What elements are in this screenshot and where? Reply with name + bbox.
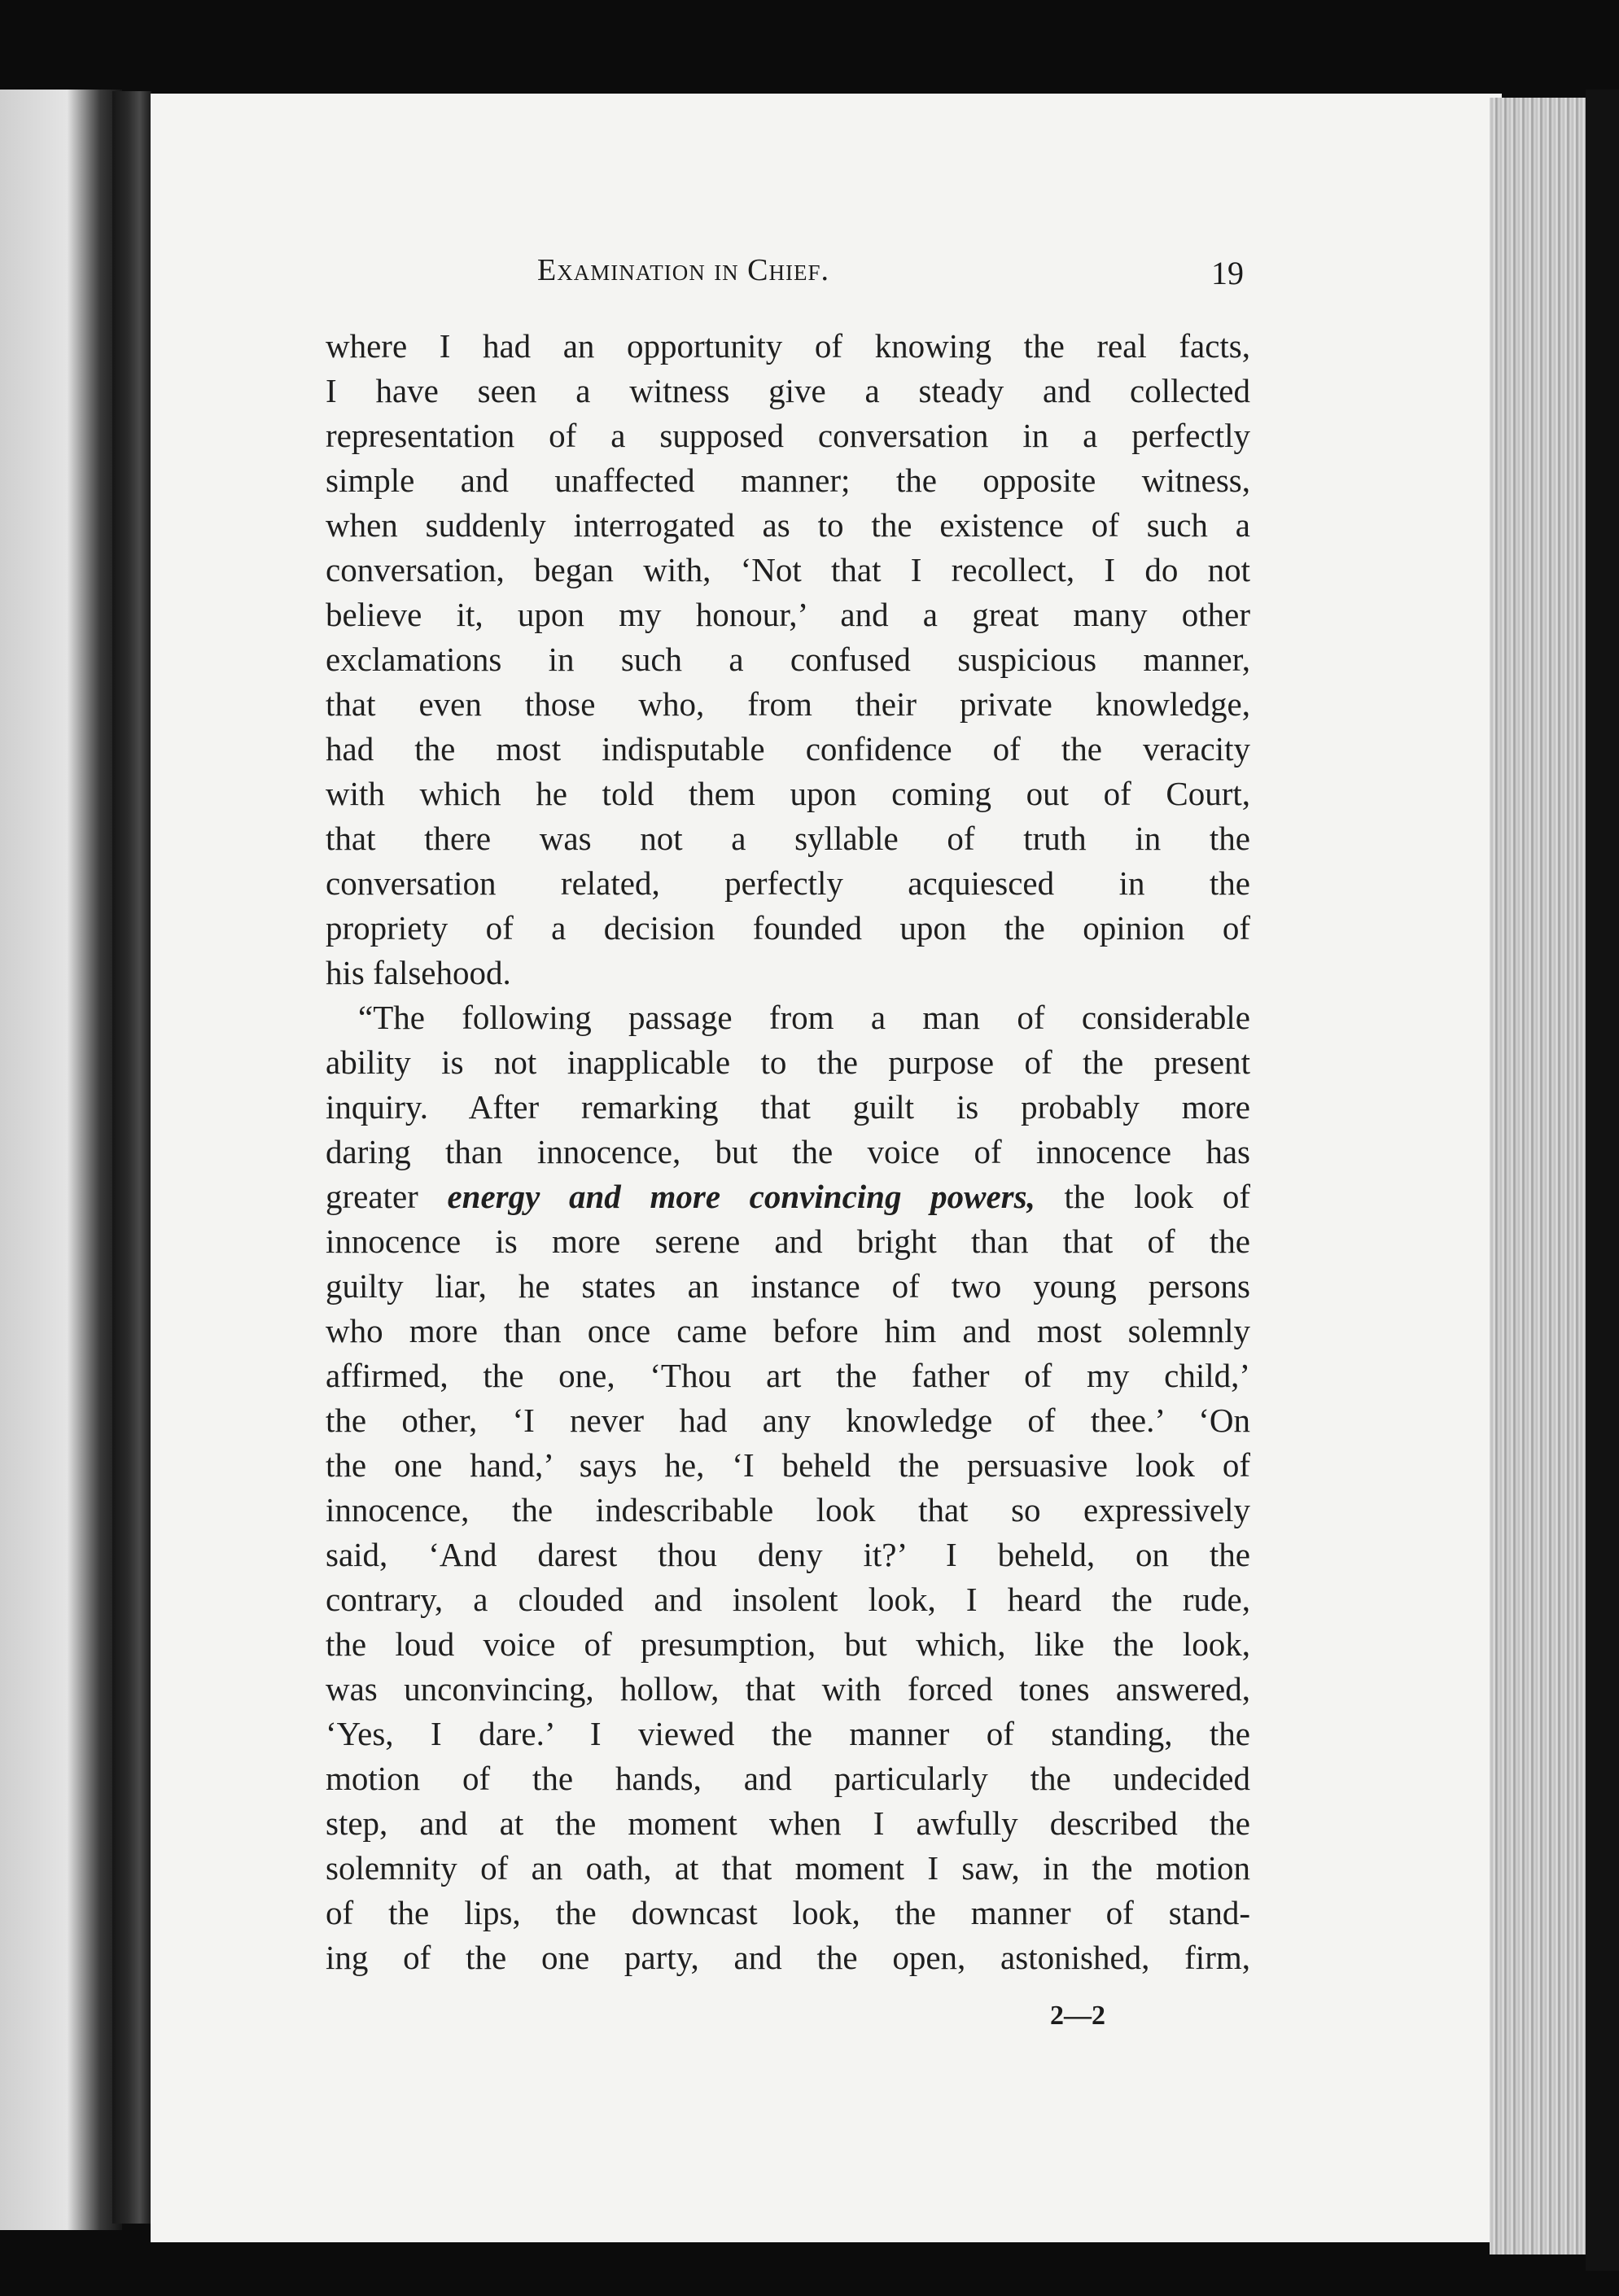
text-line: simple and unaffected manner; the opposite witness, — [326, 461, 1250, 499]
text-line: the one hand,’ says he, ‘I beheld the persuasive look of — [326, 1446, 1250, 1484]
body-text — [326, 324, 1250, 1980]
running-head: Examination in Chief. — [537, 253, 830, 287]
text-line: believe it, upon my honour,’ and a great many other — [326, 596, 1250, 633]
text-fragment: the look of — [1064, 1178, 1250, 1215]
text-line: guilty liar, he states an instance of two young persons — [326, 1267, 1250, 1305]
text-line: where I had an opportunity of knowing the real facts, — [326, 327, 1250, 365]
text-line: motion of the hands, and particularly the undecided — [326, 1760, 1250, 1797]
text-line: with which he told them upon coming out of Court, — [326, 775, 1250, 812]
text-line: was unconvincing, hollow, that with forced tones answered, — [326, 1670, 1250, 1708]
text-line: inquiry. After remarking that guilt is probably more — [326, 1088, 1250, 1126]
text-line: ability is not inapplicable to the purpose of the present — [326, 1043, 1250, 1081]
text-line-with-emphasis — [326, 1174, 1250, 1219]
text-line: innocence is more serene and bright than that of the — [326, 1222, 1250, 1260]
text-line: exclamations in such a confused suspicious manner, — [326, 641, 1250, 678]
text-line: “The following passage from a man of considerable — [358, 999, 1250, 1036]
text-line: when suddenly interrogated as to the existence of such a — [326, 506, 1250, 544]
text-line: ‘Yes, I dare.’ I viewed the manner of standing, the — [326, 1715, 1250, 1752]
text-line: affirmed, the one, ‘Thou art the father of my child,’ — [326, 1357, 1250, 1394]
page-edge-stack — [1490, 98, 1586, 2254]
text-line: solemnity of an oath, at that moment I saw, in the motion — [326, 1849, 1250, 1887]
scan-border — [1586, 90, 1619, 2271]
book-binding — [112, 91, 151, 2224]
text-line: conversation, began with, ‘Not that I recollect, I do not — [326, 551, 1250, 588]
text-line: representation of a supposed conversation in a perfectly — [326, 417, 1250, 454]
text-line: said, ‘And darest thou deny it?’ I beheld, on the — [326, 1536, 1250, 1573]
text-line: who more than once came before him and most solemnly — [326, 1312, 1250, 1349]
text-line: propriety of a decision founded upon the opinion of — [326, 909, 1250, 947]
text-line: ing of the one party, and the open, astonished, firm, — [326, 1939, 1250, 1976]
signature-mark: 2—2 — [1050, 2001, 1105, 2031]
text-line: step, and at the moment when I awfully described the — [326, 1804, 1250, 1842]
page-number: 19 — [1211, 255, 1244, 291]
left-page-edge — [0, 90, 122, 2230]
text-line: contrary, a clouded and insolent look, I heard the rude, — [326, 1581, 1250, 1618]
text-line: the other, ‘I never had any knowledge of thee.’ ‘On — [326, 1402, 1250, 1439]
text-line: conversation related, perfectly acquiesced in the — [326, 864, 1250, 902]
text-fragment: greater — [326, 1178, 418, 1215]
text-line: daring than innocence, but the voice of innocence has — [326, 1133, 1250, 1170]
text-line: had the most indisputable confidence of the veracity — [326, 730, 1250, 768]
text-line: innocence, the indescribable look that so expressively — [326, 1491, 1250, 1528]
text-line: his falsehood. — [326, 954, 511, 991]
emphasized-phrase: energy and more convincing powers, — [447, 1178, 1035, 1215]
text-line: I have seen a witness give a steady and collected — [326, 372, 1250, 409]
text-line: that there was not a syllable of truth in the — [326, 820, 1250, 857]
text-line: the loud voice of presumption, but which, like the look, — [326, 1625, 1250, 1663]
text-line: that even those who, from their private knowledge, — [326, 685, 1250, 723]
text-line: of the lips, the downcast look, the manner of stand- — [326, 1894, 1250, 1931]
